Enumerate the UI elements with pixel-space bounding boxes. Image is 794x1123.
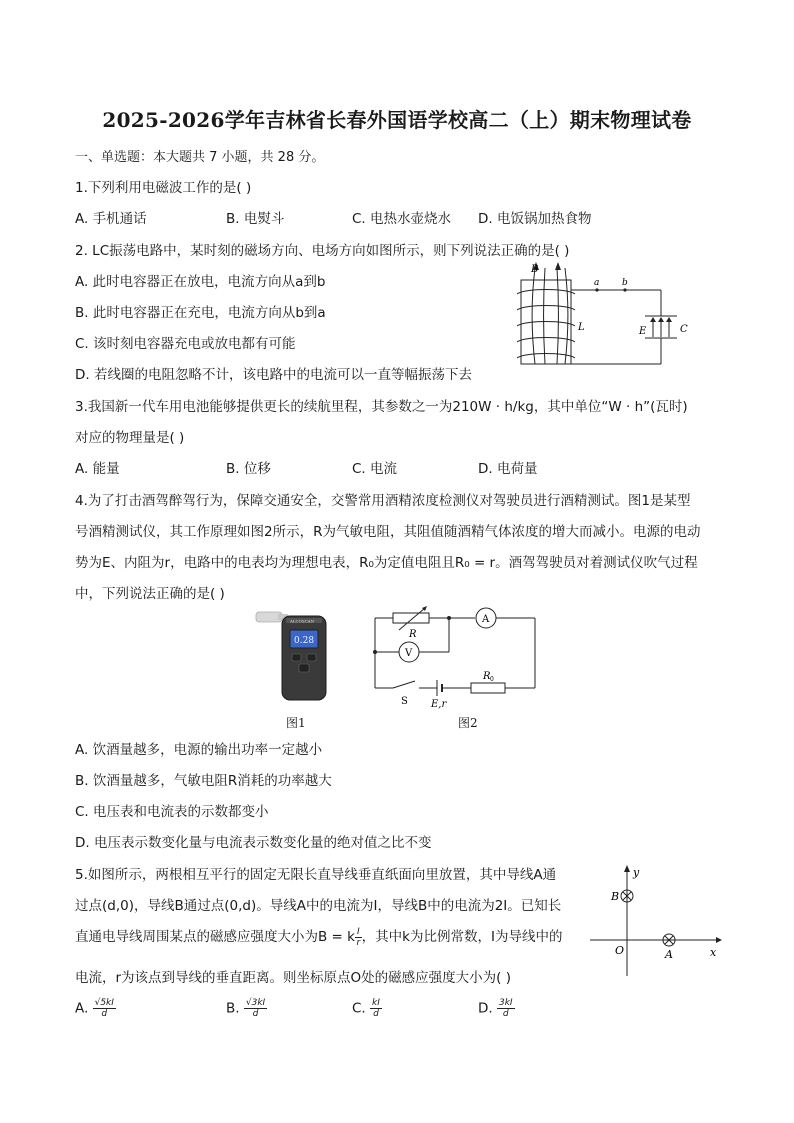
axis-x-label: x	[710, 946, 717, 959]
question-3-stem-line2: 对应的物理量是( )	[75, 430, 185, 446]
question-5-option-d	[478, 998, 515, 1019]
question-3-option-b: B. 位移	[226, 461, 271, 477]
label-l: L	[578, 322, 585, 333]
question-5-line4: 电流，r为该点到导线的垂直距离。则坐标原点O处的磁感应强度大小为( )	[75, 970, 512, 986]
option-b-denominator: d	[252, 1009, 259, 1019]
option-d-fraction	[497, 998, 515, 1019]
ammeter-label: A	[482, 614, 490, 625]
question-5-option-c	[352, 998, 382, 1019]
axis-y-label: y	[633, 866, 640, 879]
question-2-option-a: A. 此时电容器正在放电，电流方向从a到b	[75, 274, 326, 290]
device-display-reading: 0.28	[294, 636, 315, 646]
wire-a-label: A	[665, 948, 673, 961]
lc-circuit-figure	[505, 260, 695, 370]
question-4-option-c: C. 电压表和电流表的示数都变小	[75, 804, 269, 820]
option-b-numerator: √3kI	[245, 998, 266, 1008]
option-a-prefix: A.	[75, 1000, 89, 1017]
label-r0: R	[483, 671, 491, 682]
label-switch: S	[401, 696, 408, 707]
question-5-line3-pre: 直通电导线周围某点的磁感应强度大小为B = k	[75, 929, 355, 945]
question-5-line3-post: ，其中k为比例常数，I为导线中的	[361, 929, 563, 945]
voltmeter-label: V	[405, 648, 413, 659]
breathalyzer-device-image	[252, 608, 336, 704]
origin-label: O	[615, 944, 625, 957]
question-1-option-b: B. 电熨斗	[226, 211, 285, 227]
option-a-fraction	[93, 998, 116, 1019]
question-4-line3: 势为E、内阻为r，电路中的电表均为理想电表，R₀为定值电阻且R₀ = r。酒驾驾驶员对着测试仪吹气过程	[75, 555, 698, 571]
question-1-option-d: D. 电饭锅加热食物	[478, 211, 592, 227]
figure-2-caption: 图2	[458, 716, 478, 730]
figure-1-caption: 图1	[286, 716, 306, 730]
question-1-stem: 1.下列利用电磁波工作的是( )	[75, 180, 252, 196]
option-a-denominator: d	[101, 1009, 108, 1019]
option-b-prefix: B.	[226, 1000, 240, 1017]
question-5-option-b	[226, 998, 267, 1019]
breathalyzer-circuit-figure	[365, 604, 543, 710]
question-3-option-c: C. 电流	[352, 461, 398, 477]
formula-fraction	[355, 927, 362, 948]
question-4-line1: 4.为了打击酒驾醉驾行为，保障交通安全，交警常用酒精浓度检测仪对驾驶员进行酒精测试。图1是某型	[75, 493, 691, 509]
option-b-fraction	[244, 998, 267, 1019]
question-5-option-a	[75, 998, 116, 1019]
question-2-option-b: B. 此时电容器正在充电，电流方向从b到a	[75, 305, 326, 321]
question-5-line1: 5.如图所示，两根相互平行的固定无限长直导线垂直纸面向里放置，其中导线A通	[75, 867, 557, 883]
question-2-option-c: C. 该时刻电容器充电或放电都有可能	[75, 336, 296, 352]
option-c-numerator: kI	[372, 998, 380, 1008]
question-2-option-d: D. 若线圈的电阻忽略不计，该电路中的电流可以一直等幅振荡下去	[75, 367, 472, 383]
label-e: E	[639, 326, 647, 337]
option-d-numerator: 3kI	[498, 998, 513, 1008]
label-b: b	[622, 278, 628, 288]
device-brand: ALCOSCAN	[290, 618, 315, 624]
label-b-field: B	[531, 264, 539, 275]
question-3-option-d: D. 电荷量	[478, 461, 538, 477]
option-c-fraction	[370, 998, 382, 1019]
section-heading: 一、单选题：本大题共 7 小题，共 28 分。	[75, 150, 325, 165]
label-r0-subscript: 0	[490, 676, 494, 683]
question-4-option-a: A. 饮酒量越多，电源的输出功率一定越小	[75, 742, 323, 758]
formula-denominator: r	[356, 937, 361, 948]
question-4-line4: 中，下列说法正确的是( )	[75, 586, 225, 602]
formula-numerator: I	[356, 926, 360, 937]
question-3-option-a: A. 能量	[75, 461, 120, 477]
option-d-prefix: D.	[478, 1000, 493, 1017]
wire-b-label: B	[611, 890, 620, 903]
label-source: E,r	[431, 699, 447, 710]
question-3-stem-line1: 3.我国新一代车用电池能够提供更长的续航里程，其参数之一为210W · h/kg，其中单位“W · h”(瓦时)	[75, 399, 688, 415]
question-4-option-d: D. 电压表示数变化量与电流表示数变化量的绝对值之比不变	[75, 835, 432, 851]
question-5-line2: 过点(d,0)，导线B通过点(0,d)。导线A中的电流为I，导线B中的电流为2I。已知长	[75, 898, 562, 914]
question-4-option-b: B. 饮酒量越多，气敏电阻R消耗的功率越大	[75, 773, 332, 789]
label-a: a	[594, 278, 600, 288]
option-c-denominator: d	[373, 1009, 379, 1019]
label-r: R	[409, 629, 417, 640]
option-c-prefix: C.	[352, 1000, 366, 1017]
question-2-stem: 2. LC振荡电路中，某时刻的磁场方向、电场方向如图所示，则下列说法正确的是( )	[75, 243, 570, 259]
label-c: C	[680, 324, 688, 335]
question-1-option-c: C. 电热水壶烧水	[352, 211, 452, 227]
coordinate-figure	[588, 864, 724, 980]
question-1-option-a: A. 手机通话	[75, 211, 147, 227]
question-5-line3	[75, 925, 562, 948]
option-d-denominator: d	[502, 1009, 509, 1019]
page-title: 2025-2026学年吉林省长春外国语学校高二（上）期末物理试卷	[102, 108, 692, 132]
option-a-numerator: √5kI	[94, 998, 114, 1008]
question-4-line2: 号酒精测试仪，其工作原理如图2所示，R为气敏电阻，其阻值随酒精气体浓度的增大而减小。电源的电动	[75, 524, 701, 540]
